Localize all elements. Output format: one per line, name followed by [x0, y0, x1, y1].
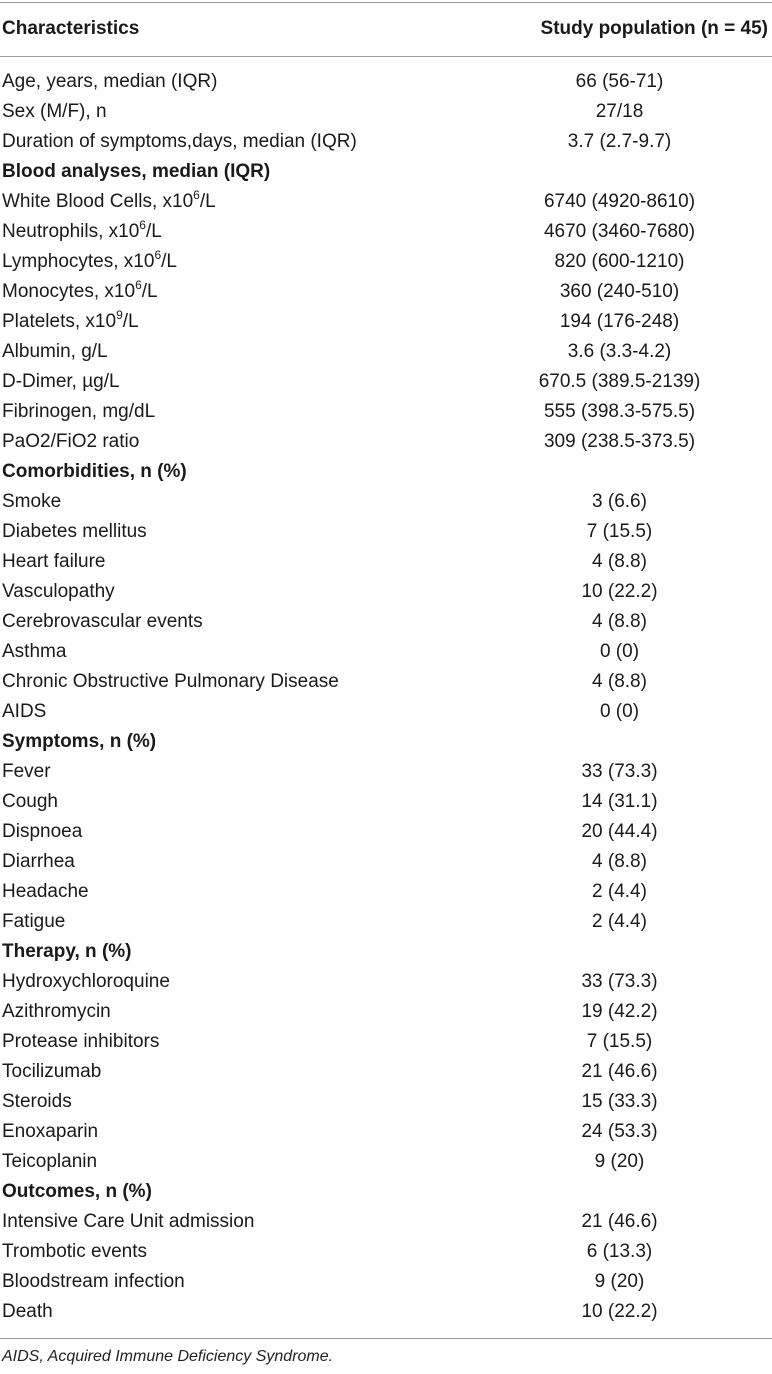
- row-label-text: PaO2/FiO2 ratio: [2, 431, 140, 452]
- table-row: [0, 1297, 772, 1327]
- row-value: 33 (73.3): [581, 971, 658, 992]
- row-label-text: Symptoms, n (%): [2, 731, 157, 752]
- row-label: [2, 1297, 53, 1327]
- row-value: 3.6 (3.3-4.2): [567, 341, 672, 362]
- row-label-text: Fatigue: [2, 911, 66, 932]
- row-label-text: Azithromycin: [2, 1001, 111, 1022]
- row-label: [2, 697, 46, 727]
- row-label: [2, 667, 339, 697]
- row-value: 7 (15.5): [586, 521, 653, 542]
- row-value: 670.5 (389.5-2139): [538, 371, 701, 392]
- row-label-text: Sex (M/F), n: [2, 101, 107, 122]
- section-label: [2, 727, 156, 757]
- row-label: [2, 97, 107, 127]
- row-value: 4 (8.8): [592, 611, 647, 632]
- table-footnote: AIDS, Acquired Immune Deficiency Syndrome.: [2, 1348, 334, 1365]
- row-label: [2, 577, 115, 607]
- table-row: [0, 817, 772, 847]
- table-row: [0, 1237, 772, 1267]
- table-row: [0, 1087, 772, 1117]
- table-row: [0, 397, 772, 427]
- table-row: [0, 577, 772, 607]
- row-label-text: Tocilizumab: [2, 1061, 102, 1082]
- row-label-exponent: 9: [116, 307, 123, 322]
- table-row: [0, 67, 772, 97]
- row-value: 4 (8.8): [592, 671, 647, 692]
- header-characteristics: Characteristics: [2, 18, 140, 39]
- section-header-row: [0, 1177, 772, 1207]
- row-label: [2, 1057, 101, 1087]
- table-row: [0, 517, 772, 547]
- section-header-row: [0, 157, 772, 187]
- row-label-unit: /L: [141, 281, 158, 302]
- row-value: 15 (33.3): [581, 1091, 658, 1112]
- row-label-text: Outcomes, n (%): [2, 1181, 152, 1202]
- row-label-text: Hydroxychloroquine: [2, 971, 170, 992]
- table-row: [0, 1267, 772, 1297]
- row-label-text: Age, years, median (IQR): [2, 71, 218, 92]
- table-row: [0, 697, 772, 727]
- row-value: 360 (240-510): [559, 281, 680, 302]
- row-label-text: Chronic Obstructive Pulmonary Disease: [2, 671, 339, 692]
- table-row: [0, 1117, 772, 1147]
- row-label-exponent: 6: [154, 247, 162, 262]
- row-label-text: Asthma: [2, 641, 67, 662]
- row-value: 9 (20): [594, 1271, 645, 1292]
- row-label-text: Platelets, x10: [2, 311, 117, 332]
- section-label: [2, 157, 270, 187]
- table-row: [0, 967, 772, 997]
- row-label-text: White Blood Cells, x10: [2, 191, 194, 212]
- row-label-text: Death: [2, 1301, 53, 1322]
- row-label-text: Duration of symptoms,days, median (IQR): [2, 131, 357, 152]
- row-value: 309 (238.5-373.5): [543, 431, 696, 452]
- row-value: 555 (398.3-575.5): [543, 401, 696, 422]
- row-value: 4670 (3460-7680): [543, 221, 696, 242]
- table-row: [0, 277, 772, 307]
- table-row: [0, 877, 772, 907]
- table-row: [0, 187, 772, 217]
- row-value: 20 (44.4): [581, 821, 658, 842]
- row-label-exponent: 6: [193, 187, 200, 202]
- row-value: 9 (20): [594, 1151, 645, 1172]
- section-label: [2, 937, 132, 967]
- row-label: [2, 1267, 185, 1297]
- table-row: [0, 127, 772, 157]
- row-value: 10 (22.2): [581, 581, 658, 602]
- table-row: [0, 667, 772, 697]
- row-value: 7 (15.5): [586, 1031, 653, 1052]
- row-label-text: Diabetes mellitus: [2, 521, 147, 542]
- row-label: [2, 1147, 97, 1177]
- row-label: [2, 1207, 254, 1237]
- row-value: 0 (0): [599, 701, 640, 722]
- table-row: [0, 757, 772, 787]
- row-label-text: Blood analyses, median (IQR): [2, 161, 271, 182]
- row-label-text: Vasculopathy: [2, 581, 115, 602]
- row-label: [2, 1117, 98, 1147]
- row-value: 4 (8.8): [592, 851, 647, 872]
- row-label-text: Fever: [2, 761, 51, 782]
- row-label-text: AIDS: [2, 701, 47, 722]
- row-label: [2, 427, 139, 457]
- table-row: [0, 547, 772, 577]
- table-row: [0, 1147, 772, 1177]
- row-value: 6 (13.3): [586, 1241, 653, 1262]
- table-row: [0, 427, 772, 457]
- row-label-text: Intensive Care Unit admission: [2, 1211, 255, 1232]
- row-label-text: Enoxaparin: [2, 1121, 99, 1142]
- table-row: [0, 637, 772, 667]
- row-label: [2, 637, 66, 667]
- row-label: [2, 907, 65, 937]
- row-label-text: Headache: [2, 881, 89, 902]
- row-label: [2, 247, 177, 277]
- row-label: [2, 997, 111, 1027]
- row-label: [2, 1087, 72, 1117]
- row-label: [2, 307, 139, 337]
- row-label-text: Monocytes, x10: [2, 281, 136, 302]
- row-label-text: Diarrhea: [2, 851, 75, 872]
- row-label: [2, 217, 162, 247]
- table-row: [0, 1027, 772, 1057]
- row-label-text: Fibrinogen, mg/dL: [2, 401, 156, 422]
- row-label: [2, 517, 147, 547]
- row-label: [2, 277, 158, 307]
- table-bottom-rule: [0, 1338, 772, 1339]
- table-row: [0, 487, 772, 517]
- row-label-unit: /L: [145, 221, 162, 242]
- row-value: 820 (600-1210): [554, 251, 685, 272]
- row-label-unit: /L: [199, 191, 216, 212]
- row-value: 4 (8.8): [592, 551, 647, 572]
- table-row: [0, 367, 772, 397]
- row-label-text: Comorbidities, n (%): [2, 461, 187, 482]
- row-label: [2, 847, 75, 877]
- table-row: [0, 247, 772, 277]
- row-value: 194 (176-248): [559, 311, 680, 332]
- row-value: 33 (73.3): [581, 761, 658, 782]
- row-value: 19 (42.2): [581, 1001, 658, 1022]
- section-header-row: [0, 937, 772, 967]
- row-label-text: Lymphocytes, x10: [2, 251, 155, 272]
- table-row: [0, 97, 772, 127]
- table-row: [0, 847, 772, 877]
- row-label: [2, 337, 108, 367]
- row-value: 10 (22.2): [581, 1301, 658, 1322]
- row-label-unit: /L: [122, 311, 139, 332]
- row-label: [2, 67, 217, 97]
- row-value: 3 (6.6): [592, 491, 647, 512]
- row-label-unit: /L: [161, 251, 177, 272]
- section-header-row: [0, 727, 772, 757]
- row-label-text: Trombotic events: [2, 1241, 148, 1262]
- row-label: [2, 757, 51, 787]
- row-value: 66 (56-71): [575, 71, 664, 92]
- row-label-text: Dispnoea: [2, 821, 83, 842]
- row-label: [2, 967, 170, 997]
- table-body: [0, 67, 772, 1327]
- row-label: [2, 487, 61, 517]
- row-label-text: Teicoplanin: [2, 1151, 98, 1172]
- row-label-text: Therapy, n (%): [2, 941, 132, 962]
- row-value: 6740 (4920-8610): [543, 191, 696, 212]
- table-row: [0, 307, 772, 337]
- row-label-text: Cerebrovascular events: [2, 611, 203, 632]
- table-row: [0, 1057, 772, 1087]
- table-row: [0, 607, 772, 637]
- table-row: [0, 787, 772, 817]
- section-header-row: [0, 457, 772, 487]
- row-value: 24 (53.3): [581, 1121, 658, 1142]
- row-label-text: Protease inhibitors: [2, 1031, 160, 1052]
- row-label-text: Heart failure: [2, 551, 106, 572]
- table-row: [0, 907, 772, 937]
- row-label: [2, 817, 82, 847]
- row-label: [2, 367, 120, 397]
- section-label: [2, 1177, 152, 1207]
- row-value: 21 (46.6): [581, 1211, 658, 1232]
- row-label: [2, 547, 106, 577]
- section-label: [2, 457, 187, 487]
- table-header-row: [0, 2, 772, 56]
- row-value: 14 (31.1): [581, 791, 658, 812]
- row-label: [2, 397, 155, 427]
- row-label-text: Steroids: [2, 1091, 72, 1112]
- row-value: 27/18: [595, 101, 644, 122]
- row-value: 2 (4.4): [592, 911, 647, 932]
- row-label-text: Smoke: [2, 491, 62, 512]
- row-label-text: Neutrophils, x10: [2, 221, 140, 242]
- table-row: [0, 1207, 772, 1237]
- row-label-exponent: 6: [139, 217, 146, 232]
- row-value: 2 (4.4): [592, 881, 647, 902]
- header-study-population: Study population (n = 45): [540, 18, 768, 39]
- table-row: [0, 997, 772, 1027]
- row-value: 21 (46.6): [581, 1061, 658, 1082]
- row-value: 3.7 (2.7-9.7): [567, 131, 672, 152]
- row-label: [2, 877, 89, 907]
- table-header-rule: [0, 56, 772, 57]
- row-label: [2, 607, 203, 637]
- table-row: [0, 217, 772, 247]
- row-value: 0 (0): [599, 641, 640, 662]
- row-label: [2, 1027, 159, 1057]
- table-row: [0, 337, 772, 367]
- row-label-exponent: 6: [135, 277, 142, 292]
- row-label: [2, 1237, 147, 1267]
- row-label-text: Albumin, g/L: [2, 341, 108, 362]
- row-label: [2, 787, 58, 817]
- row-label: [2, 127, 357, 157]
- row-label-text: D-Dimer, µg/L: [2, 371, 120, 392]
- row-label-text: Bloodstream infection: [2, 1271, 185, 1292]
- row-label-text: Cough: [2, 791, 58, 812]
- row-label: [2, 187, 216, 217]
